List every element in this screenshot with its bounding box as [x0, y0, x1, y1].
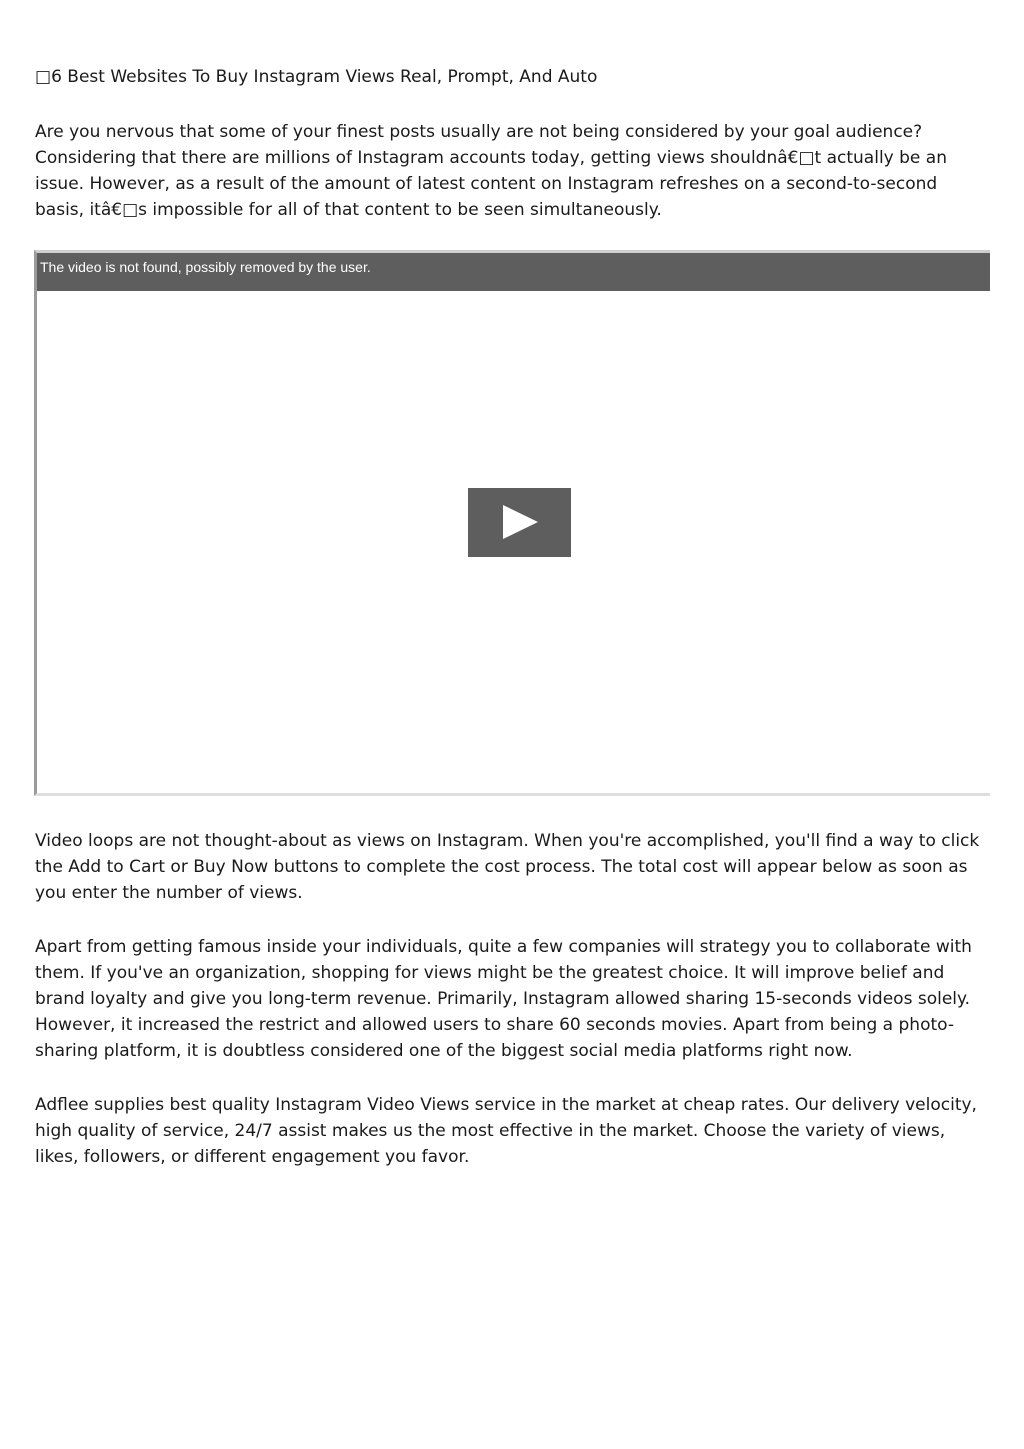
missing-glyph: □: [35, 67, 52, 87]
play-button[interactable]: [468, 488, 571, 557]
paragraph-companies: Apart from getting famous inside your individuals, quite a few companies will strategy you to collaborate with them. If you've an organization, shopping for views might be the greatest choice. It will improve belief and brand loyalty and give you long-term revenue. Primarily, Instagram allowed sharing 15-seconds videos solely. However, it increased the restrict and allowed users to share 60 seconds movies. Apart from being a photo-sharing platform, it is doubtless considered one of the biggest social media platforms right now.: [35, 937, 972, 1061]
paragraph-adflee: Adflee supplies best quality Instagram Video Views service in the market at cheap rates. Our delivery velocity, high quality of service, 24/7 assist makes us the most effective in the market. Choose the variety of views, likes, followers, or different engagement you favor.: [35, 1095, 977, 1167]
paragraph-video-loops: Video loops are not thought-about as views on Instagram. When you're accomplished, you'll find a way to click the Add to Cart or Buy Now buttons to complete the cost process. The total cost will appear below as soon as you enter the number of views.: [35, 831, 980, 903]
page-title: [35, 66, 597, 88]
page-title-text: 6 Best Websites To Buy Instagram Views Real, Prompt, And Auto: [51, 67, 598, 87]
play-icon: [468, 488, 571, 557]
video-error-bar: [37, 253, 990, 291]
paragraph-intro: Are you nervous that some of your finest posts usually are not being considered by your goal audience? Considering that there are millions of Instagram accounts today, getting views shouldnâ€□t actually be an issue. However, as a result of the amount of latest content on Instagram refreshes on a second-to-second basis, itâ€□s impossible for all of that content to be seen simultaneously.: [35, 122, 947, 220]
video-player[interactable]: [34, 250, 990, 796]
video-error-message: The video is not found, possibly removed by the user.: [40, 259, 371, 275]
